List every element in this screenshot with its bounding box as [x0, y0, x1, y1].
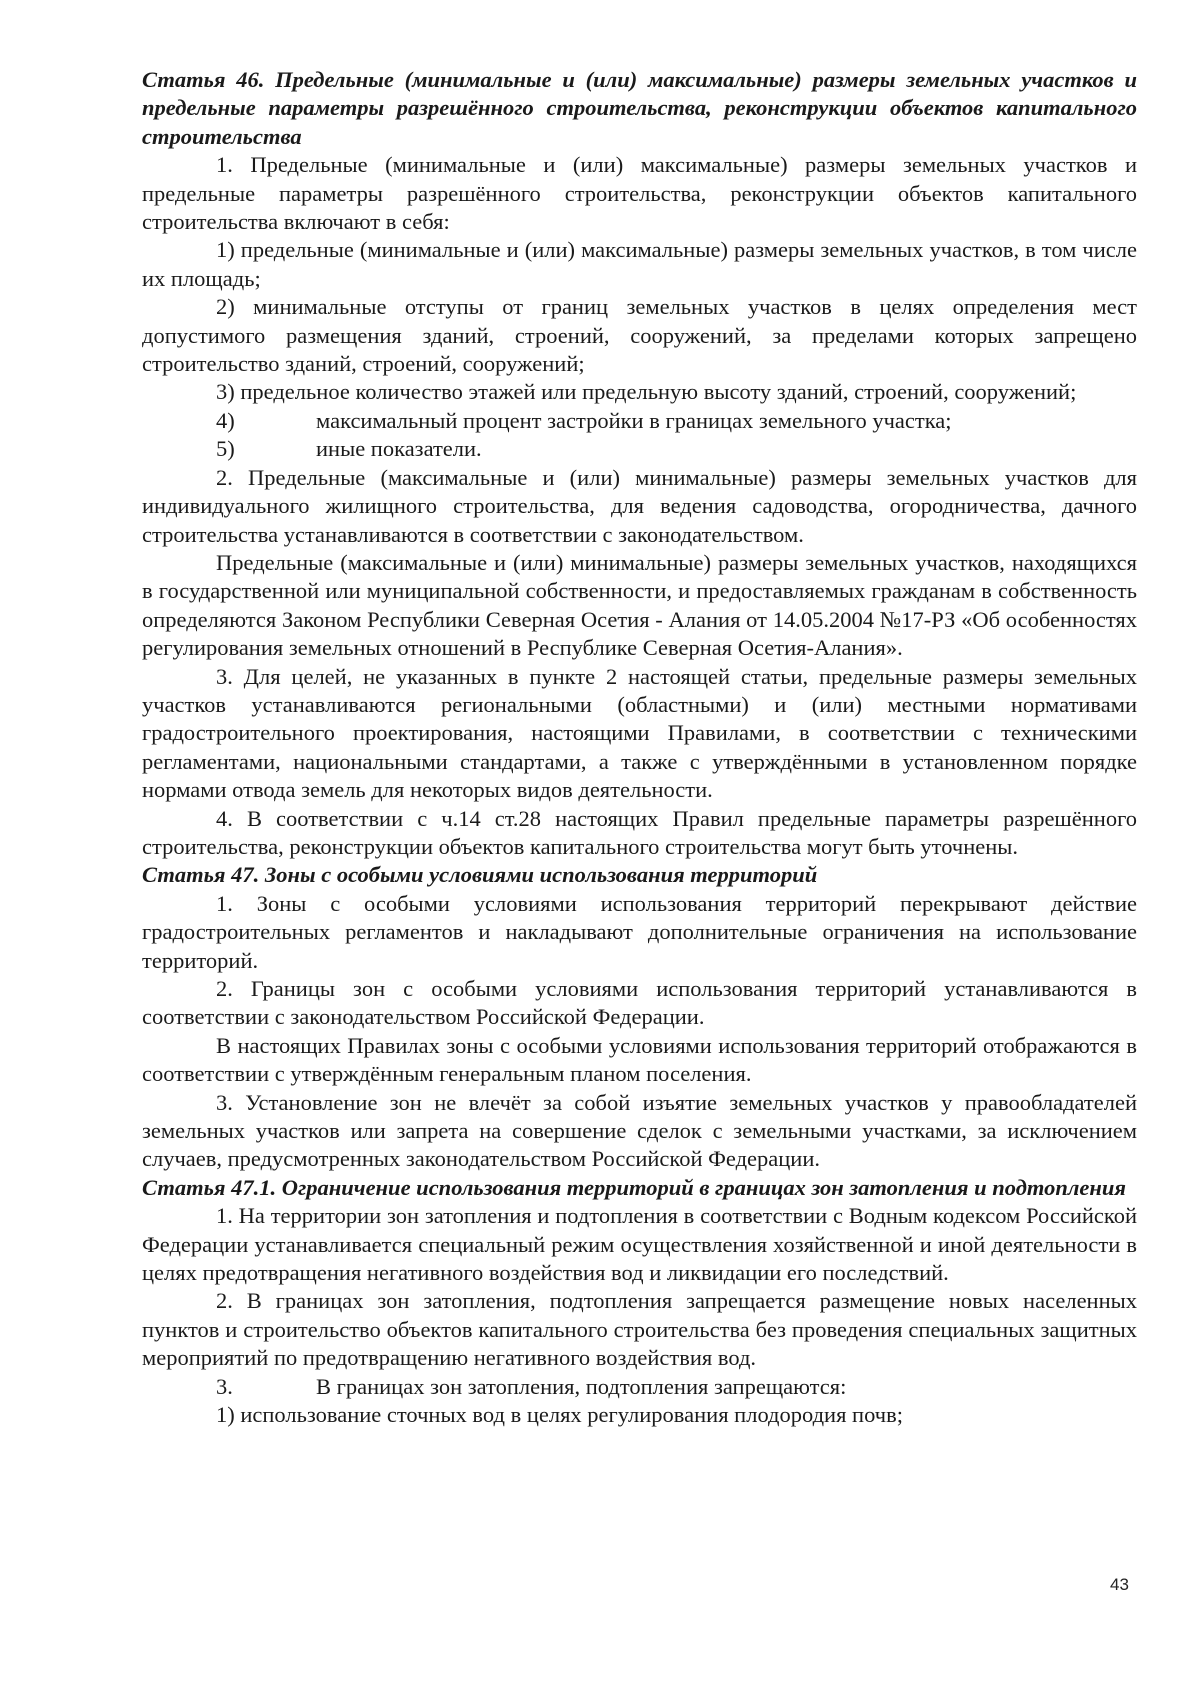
article-47-heading: Статья 47. Зоны с особыми условиями использования территорий [142, 862, 818, 888]
article-46-heading: Статья 46. Предельные (минимальные и (или) максимальные) размеры земельных участков и предельные параметры разрешённого строительства, реконструкции объектов капитального строительства [142, 67, 1137, 149]
item-text: максимальный процент застройки в границах земельного участка; [316, 407, 952, 433]
page-number: 43 [1110, 1575, 1129, 1594]
article-47-1-heading: Статья 47.1. Ограничение использования территорий в границах зон затопления и подтопления [142, 1174, 1126, 1200]
article-47-paragraph-1: 1. Зоны с особыми условиями использования территорий перекрывают действие градостроительных регламентов и накладывают дополнительные ограничения на использование территорий. [142, 890, 1137, 973]
item-text: иные показатели. [316, 436, 482, 462]
article-46-paragraph-4: 4. В соответствии с ч.14 ст.28 настоящих Правил предельные параметры разрешённого строительства, реконструкции объектов капитального строительства могут быть уточнены. [142, 805, 1137, 859]
article-47-paragraph-3: 3. Установление зон не влечёт за собой изъятие земельных участков у правообладателей земельных участков или запрета на совершение сделок с земельными участками, за исключением случаев, предусмотренных законодательством Российской Федерации. [142, 1089, 1137, 1172]
article-47-1-item-1: 1) использование сточных вод в целях регулирования плодородия почв; [216, 1402, 903, 1428]
article-47-paragraph-2b: В настоящих Правилах зоны с особыми условиями использования территорий отображаются в соответствии с утверждённым генеральным планом поселения. [142, 1032, 1137, 1087]
article-47-1-paragraph-2: 2. В границах зон затопления, подтопления запрещается размещение новых населенных пунктов и строительство объектов капитального строительства без проведения специальных защитных мероприятий по предотвращению негативного воздействия вод. [142, 1288, 1137, 1371]
article-46-item-3: 3) предельное количество этажей или предельную высоту зданий, строений, сооружений; [216, 379, 1077, 405]
article-47-paragraph-2: 2. Границы зон с особыми условиями использования территорий устанавливаются в соответствии с законодательством Российской Федерации. [142, 976, 1137, 1030]
article-46-paragraph-2b: Предельные (максимальные и (или) минимальные) размеры земельных участков, находящихся в государственной или муниципальной собственности, и предоставляемых гражданам в собственность определяются Законом Республики Северная Осетия - Алания от 14.05.2004 №17-РЗ «Об особенностях регулирования земельных отношений в Республике Северная Осетия-Алания». [142, 549, 1137, 661]
item-text: В границах зон затопления, подтопления запрещаются: [316, 1373, 847, 1399]
item-number: 5) [216, 436, 235, 462]
article-47-1-paragraph-1: 1. На территории зон затопления и подтопления в соответствии с Водным кодексом Российской Федерации устанавливается специальный режим осуществления хозяйственной и иной деятельности в целях предотвращения негативного воздействия вод и ликвидации его последствий. [142, 1203, 1137, 1286]
article-46-item-2: 2) минимальные отступы от границ земельных участков в целях определения мест допустимого размещения зданий, строений, сооружений, за пределами которых запрещено строительство зданий, строений, сооружений; [142, 294, 1137, 377]
article-46-item-1: 1) предельные (минимальные и (или) максимальные) размеры земельных участков, в том числе их площадь; [142, 237, 1137, 291]
article-46-item-4 [142, 407, 1137, 435]
article-46-paragraph-1: 1. Предельные (минимальные и (или) максимальные) размеры земельных участков и предельные параметры разрешённого строительства, реконструкции объектов капитального строительства включают в себя: [142, 152, 1137, 235]
article-46-paragraph-2: 2. Предельные (максимальные и (или) минимальные) размеры земельных участков для индивидуального жилищного строительства, для ведения садоводства, огородничества, дачного строительства устанавливаются в соответствии с законодательством. [142, 464, 1137, 547]
document-page [142, 66, 1137, 1430]
article-46-paragraph-3: 3. Для целей, не указанных в пункте 2 настоящей статьи, предельные размеры земельных участков устанавливаются региональными (областными) и (или) местными нормативами градостроительного проектирования, настоящими Правилами, в соответствии с техническими регламентами, национальными стандартами, а также с утверждёнными в установленном порядке нормами отвода земель для некоторых видов деятельности. [142, 663, 1137, 803]
item-number: 4) [216, 407, 235, 433]
article-46-item-5 [142, 435, 1137, 463]
item-number: 3. [216, 1373, 233, 1399]
article-47-1-paragraph-3 [142, 1373, 1137, 1401]
